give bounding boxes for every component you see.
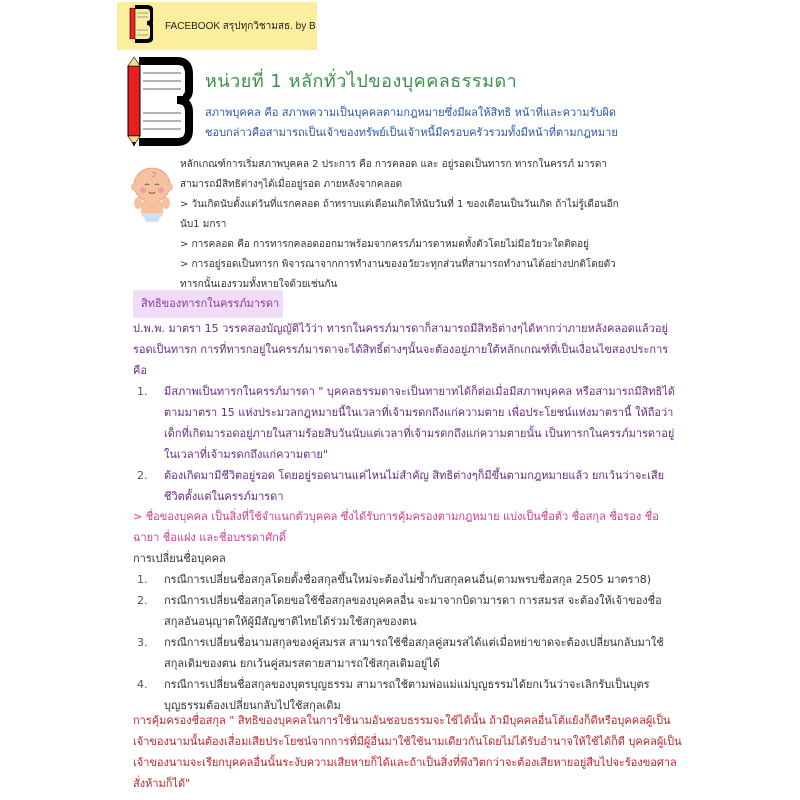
list-number: 1. bbox=[137, 573, 148, 586]
list-item bbox=[133, 632, 681, 674]
principle-line: สามารถมีสิทธิต่างๆได้เมื่ออยู่รอด ภายหลังจากคลอด bbox=[180, 179, 403, 190]
intro-line: ชอบกล่าวคือสามารถเป็นเจ้าของทรัพย์เป็นเจ้าหนี้มีครอบครัวรวมทั้งมีหน้าที่ตามกฎหมาย bbox=[205, 126, 618, 139]
intro-text bbox=[205, 103, 685, 143]
list-text: กรณีการเปลี่ยนชื่อสกุลของบุตรบุญธรรม สามารถใช้ตามพ่อแม่แม่บุญธรรมได้ยกเว้นว่าจะเลิกรับเป็นบุตรบุญธรรมต้องเปลี่ยนกลับไปใช้สกุลเดิม bbox=[164, 678, 650, 712]
baby-icon bbox=[130, 165, 174, 229]
list-text: มีสภาพเป็นทารกในครรภ์มารดา " บุคคลธรรมดาจะเป็นทายาทได้ก็ต่อเมื่อมีสภาพบุคคล หรือสามารถมีสิทธิได้ตามมาตรา 15 แห่งประมวลกฎหมายนี้ในเวลาที่เจ้ามรดกถึงแก่ความตาย เพื่อประโยชน์แห่งมาตรานี้ ให้ถือว่าเด็กที่เกิดมารอดอยู่ภายในสามร้อยสิบวันนับแต่เวลาที่เจ้ามรดกถึงแก่ความตายนั้น เป็นทารกในครรภ์มารดาอยู่ในเวลาที่เจ้ามรดกถึงแก่ความตาย" bbox=[164, 385, 675, 461]
list-number: 3. bbox=[137, 636, 148, 649]
list-text: ต้องเกิดมามีชีวิตอยู่รอด โดยอยู่รอดนานแค่ไหนไม่สำคัญ สิทธิต่างๆก็มีขึ้นตามกฎหมายแล้ว ยกเว้นว่าจะเสียชีวิตตั้งแต่ในครรภ์มารดา bbox=[164, 469, 665, 503]
name-change-list bbox=[133, 569, 681, 716]
names-section bbox=[133, 506, 681, 716]
principle-line: ทารกนั้นเองรวมทั้งหายใจด้วยเช่นกัน bbox=[180, 279, 338, 290]
principle-line: > วันเกิดนับตั้งแต่วันที่แรกคลอด ถ้าทราบแต่เดือนเกิดให้นับวันที่ 1 ของเดือนเป็นวันเกิด ถ้าไม่รู้เดือนอีก bbox=[180, 199, 619, 210]
fetus-rights-paragraph: ป.พ.พ. มาตรา 15 วรรคสองบัญญัติไว้ว่า ทารกในครรภ์มารดาก็สามารถมีสิทธิต่างๆได้หากว่าภายหลังคลอดแล้วอยู่รอดเป็นทารก การที่ทารกอยู่ในครรภ์มารดาจะได้สิทธิ์ต่างๆนั้นจะต้องอยู่ภายใต้หลักเกณฑ์ที่เป็นเงื่อนไขสองประการคือ bbox=[133, 322, 669, 377]
facebook-banner bbox=[117, 2, 317, 50]
name-change-heading: การเปลี่ยนชื่อบุคคล bbox=[133, 552, 226, 565]
list-text: กรณีการเปลี่ยนชื่อนามสกุลของคู่สมรส สามารถใช้ชื่อสกุลคู่สมรสได้แต่เมื่อหย่าขาดจะต้องเปลี่ยนกลับมาใช้สกุลเดิมของตน ยกเว้นคู่สมรสตายสามารถใช้สกุลเดิมอยู่ได้ bbox=[164, 636, 664, 670]
names-intro: > ชื่อของบุคคล เป็นสิ่งที่ใช้จำแนกตัวบุคคล ซึ่งได้รับการคุ้มครองตามกฎหมาย แบ่งเป็นชื่อตัว ชื่อสกุล ชื่อรอง ชื่อฉายา ชื่อแฝง และชื่อบรรดาศักดิ์ bbox=[133, 510, 659, 544]
list-item bbox=[133, 590, 681, 632]
name-protection-section bbox=[133, 710, 683, 794]
book-pencil-icon bbox=[125, 56, 195, 152]
intro-line: สภาพบุคคล คือ สภาพความเป็นบุคคลตามกฎหมายซึ่งมีผลให้สิทธิ หน้าที่และความรับผิด bbox=[205, 106, 617, 119]
book-pencil-logo-icon bbox=[127, 4, 153, 48]
principle-line: นับ1 มกรา bbox=[180, 219, 227, 230]
principle-line: > การอยู่รอดเป็นทารก พิจารณาจากการทำงานของอวัยวะทุกส่วนที่สามารถทำงานได้อย่างปกติโดยตัว bbox=[180, 259, 616, 270]
list-number: 2. bbox=[137, 469, 148, 482]
list-number: 1. bbox=[137, 385, 148, 398]
principles-section bbox=[180, 155, 680, 295]
section-heading-fetus-rights: สิทธิของทารกในครรภ์มารดา bbox=[133, 290, 283, 318]
page-title: หน่วยที่ 1 หลักทั่วไปของบุคคลธรรมดา bbox=[205, 71, 518, 92]
principle-line: > การคลอด คือ การทารกคลอดออกมาพร้อมจากครรภ์มารดาหมดทั้งตัวโดยไม่มีอวัยวะใดติดอยู่ bbox=[180, 239, 589, 250]
fetus-rights-list bbox=[133, 381, 681, 507]
list-number: 2. bbox=[137, 594, 148, 607]
list-item bbox=[133, 569, 681, 590]
list-number: 4. bbox=[137, 678, 148, 691]
list-item bbox=[133, 465, 681, 507]
fetus-rights-body bbox=[133, 318, 681, 507]
principle-line: หลักเกณฑ์การเริ่มสภาพบุคคล 2 ประการ คือ การคลอด และ อยู่รอดเป็นทารก ทารกในครรภ์ มารดา bbox=[180, 159, 607, 170]
list-item bbox=[133, 381, 681, 465]
name-protection-text: " สิทธิของบุคคลในการใช้นามอันชอบธรรมจะใช้ได้นั้น ถ้ามีบุคคลอื่นโต้แย้งก็ดีหรือบุคคลผู้เป็นเจ้าของนามนั้นต้องเสื่อมเสียประโยชน์จากการที่มีผู้อื่นมาใช้ใช้นามเดียวกันโดยไม่ได้รับอำนาจให้ใช้ได้ก็ดี บุคคลผู้เป็นเจ้าของนามจะเรียกบุคคลอื่นนั้นระงับความเสียหายก็ได้และถ้าเป็นสิ่งที่พึงวิตกว่าจะต้องเสียหายอยู่สืบไปจะร้องขอศาลสั่งห้ามก็ได้" bbox=[133, 714, 682, 790]
list-text: กรณีการเปลี่ยนชื่อสกุลโดยขอใช้ชื่อสกุลของบุคคลอื่น จะมาจากบิดามารดา การสมรส จะต้องให้เจ้าของชื่อสกุลอันอนุญาตให้ผู้มีสัญชาติไทยได้ร่วมใช้สกุลของตน bbox=[164, 594, 662, 628]
banner-text: FACEBOOK สรุปทุกวิชามสธ. by B bbox=[165, 20, 316, 32]
list-text: กรณีการเปลี่ยนชื่อสกุลโดยตั้งชื่อสกุลขึ้นใหม่จะต้องไม่ซ้ำกับสกุลคนอื่น(ตามพรบชื่อสกุล 2505 มาตรา8) bbox=[164, 573, 652, 586]
name-protection-label: การคุ้มครองชื่อสกุล bbox=[133, 714, 226, 727]
